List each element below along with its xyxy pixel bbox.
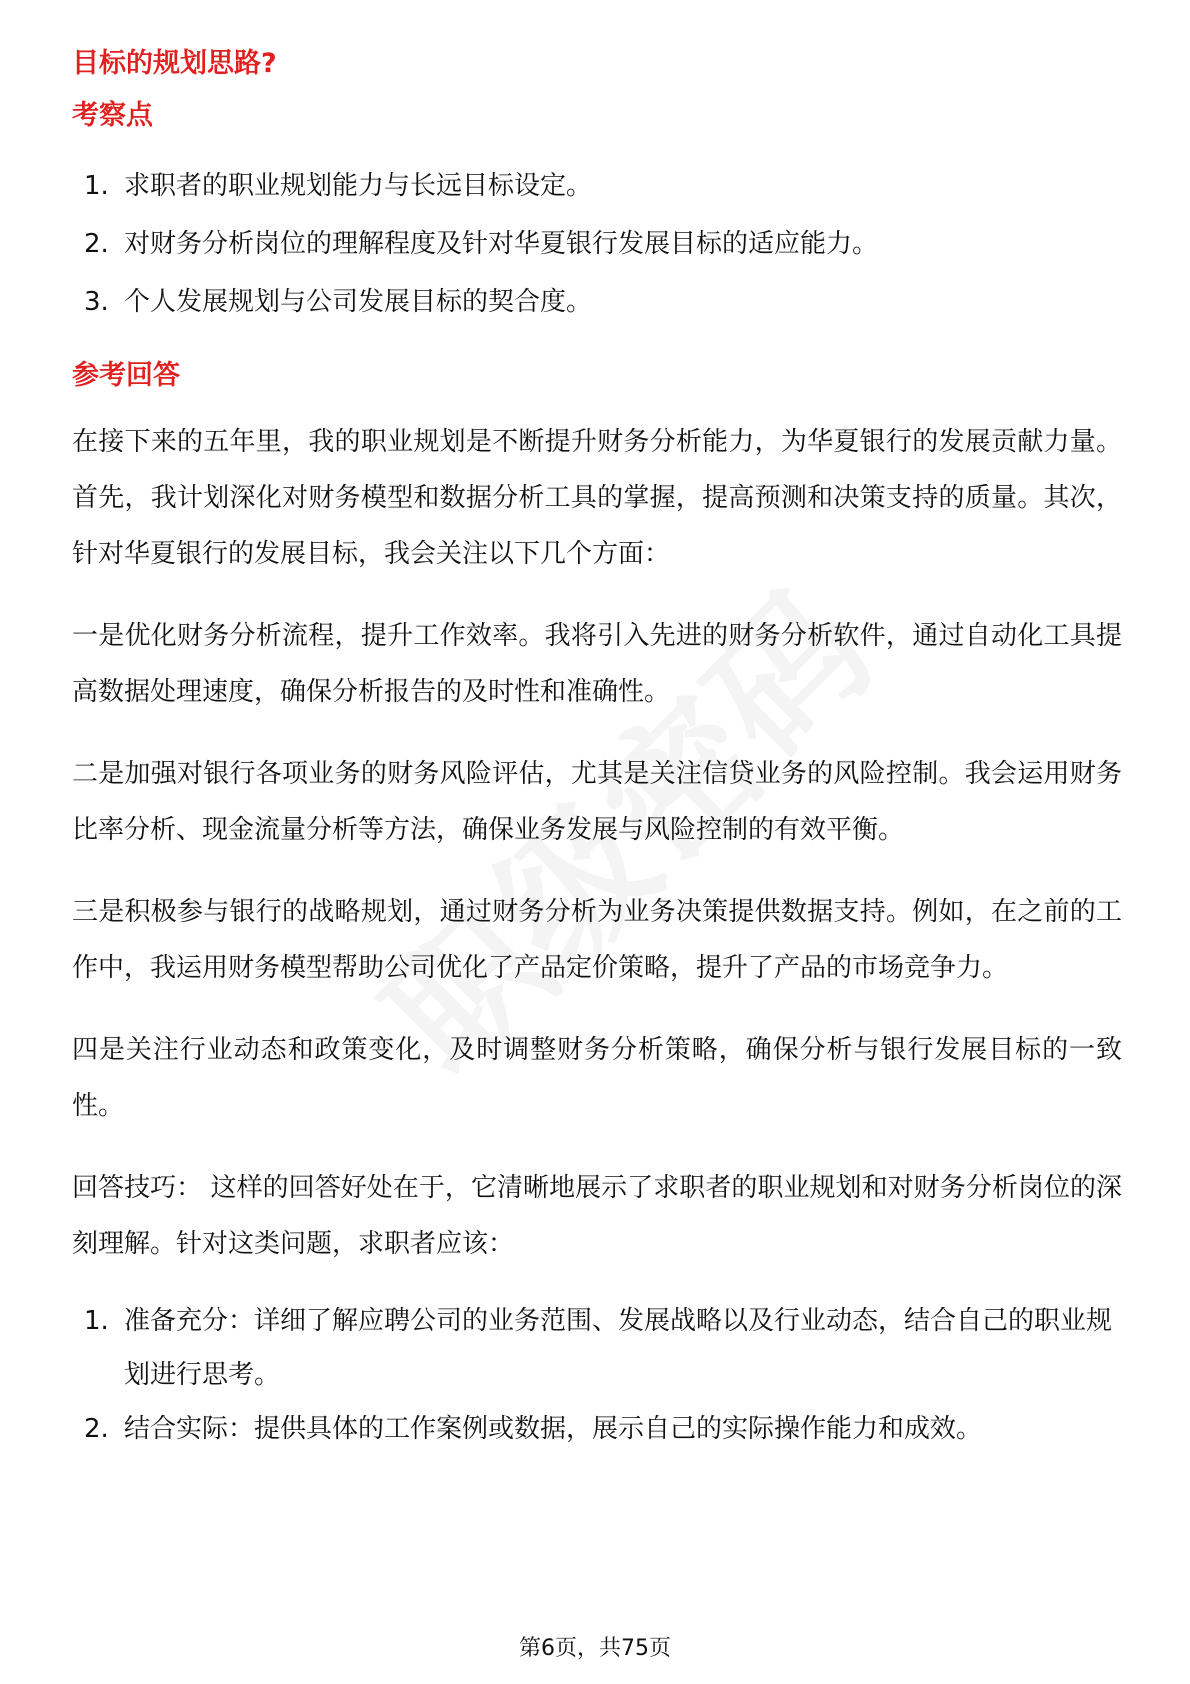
answer-paragraph-2: 二是加强对银行各项业务的财务风险评估，尤其是关注信贷业务的风险控制。我会运用财务比率分析、现金流量分析等方法，确保业务发展与风险控制的有效平衡。 [72, 759, 1122, 845]
list-item [72, 158, 1122, 214]
list-number: 2. [84, 229, 109, 259]
page-footer: 第6页，共75页 [519, 1636, 671, 1661]
tips-list [72, 1294, 1122, 1456]
answer-paragraph-1: 一是优化财务分析流程，提升工作效率。我将引入先进的财务分析软件，通过自动化工具提高数据处理速度，确保分析报告的及时性和准确性。 [72, 621, 1122, 707]
assessment-heading: 考察点 [72, 100, 153, 131]
list-number: 1. [84, 171, 109, 201]
answer-paragraph-intro: 在接下来的五年里，我的职业规划是不断提升财务分析能力，为华夏银行的发展贡献力量。首先，我计划深化对财务模型和数据分析工具的掌握，提高预测和决策支持的质量。其次，针对华夏银行的发展目标，我会关注以下几个方面： [72, 427, 1122, 569]
reference-answer-heading: 参考回答 [72, 360, 180, 391]
list-item-text: 准备充分：详细了解应聘公司的业务范围、发展战略以及行业动态，结合自己的职业规划进行思考。 [124, 1306, 1113, 1390]
list-item [72, 274, 1122, 330]
question-title-tail: 目标的规划思路? [72, 48, 277, 79]
answer-paragraph-3: 三是积极参与银行的战略规划，通过财务分析为业务决策提供数据支持。例如，在之前的工作中，我运用财务模型帮助公司优化了产品定价策略，提升了产品的市场竞争力。 [72, 897, 1122, 983]
page-content [72, 44, 1122, 1456]
list-item [72, 1294, 1122, 1402]
list-item-text: 对财务分析岗位的理解程度及针对华夏银行发展目标的适应能力。 [124, 229, 879, 259]
list-item [72, 1402, 1122, 1456]
answer-tips-paragraph: 回答技巧： 这样的回答好处在于，它清晰地展示了求职者的职业规划和对财务分析岗位的深刻理解。针对这类问题，求职者应该： [72, 1173, 1122, 1259]
answer-paragraph-4: 四是关注行业动态和政策变化，及时调整财务分析策略，确保分析与银行发展目标的一致性。 [72, 1035, 1122, 1121]
list-item-text: 结合实际：提供具体的工作案例或数据，展示自己的实际操作能力和成效。 [124, 1414, 983, 1444]
assessment-list [72, 158, 1122, 330]
list-number: 3. [84, 287, 109, 317]
list-item-text: 求职者的职业规划能力与长远目标设定。 [124, 171, 593, 201]
list-item-text: 个人发展规划与公司发展目标的契合度。 [124, 287, 593, 317]
list-item [72, 216, 1122, 272]
list-number: 2. [84, 1414, 109, 1444]
list-number: 1. [84, 1306, 109, 1336]
